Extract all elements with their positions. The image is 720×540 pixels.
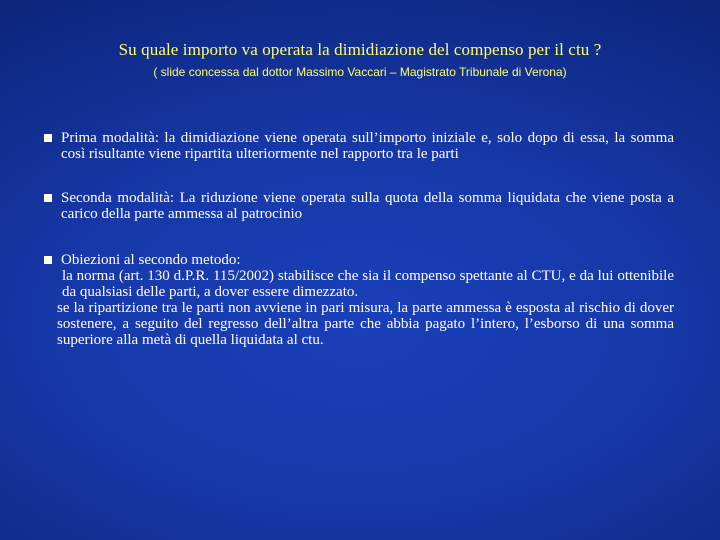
square-bullet-icon <box>44 134 52 142</box>
slide-title: Su quale importo va operata la dimidiazione del compenso per il ctu ? <box>118 40 602 59</box>
bullet-text: Prima modalità: la dimidiazione viene operata sull’importo iniziale e, solo dopo di essa, la somma così risultante viene ripartita ulteriormente nel rapporto tra le parti <box>61 130 674 162</box>
bullet-text: Seconda modalità: La riduzione viene operata sulla quota della somma liquidata che viene posta a carico della parte ammessa al patrocinio <box>61 190 674 222</box>
square-bullet-icon <box>44 194 52 202</box>
square-bullet-icon <box>44 256 52 264</box>
bullet-heading: Obiezioni al secondo metodo: <box>61 252 241 268</box>
bullet-item-2 <box>44 190 674 222</box>
slide-subtitle: ( slide concessa dal dottor Massimo Vaccari – Magistrato Tribunale di Verona) <box>153 65 567 79</box>
bullet-content <box>57 252 674 348</box>
bullet-paragraph: se la ripartizione tra le parti non avviene in pari misura, la parte ammessa è esposta al rischio di dover sostenere, a seguito del regresso dell’altra parte che abbia pagato l’intero, l’esborso di una somma superiore alla metà di quella liquidata al ctu. <box>57 300 674 348</box>
bullet-paragraph: la norma (art. 130 d.P.R. 115/2002) stabilisce che sia il compenso spettante al CTU, e da lui ottenibile da qualsiasi delle parti, a dover essere dimezzato. <box>62 268 674 300</box>
bullet-item-3 <box>44 252 674 348</box>
bullet-item-1 <box>44 130 674 162</box>
